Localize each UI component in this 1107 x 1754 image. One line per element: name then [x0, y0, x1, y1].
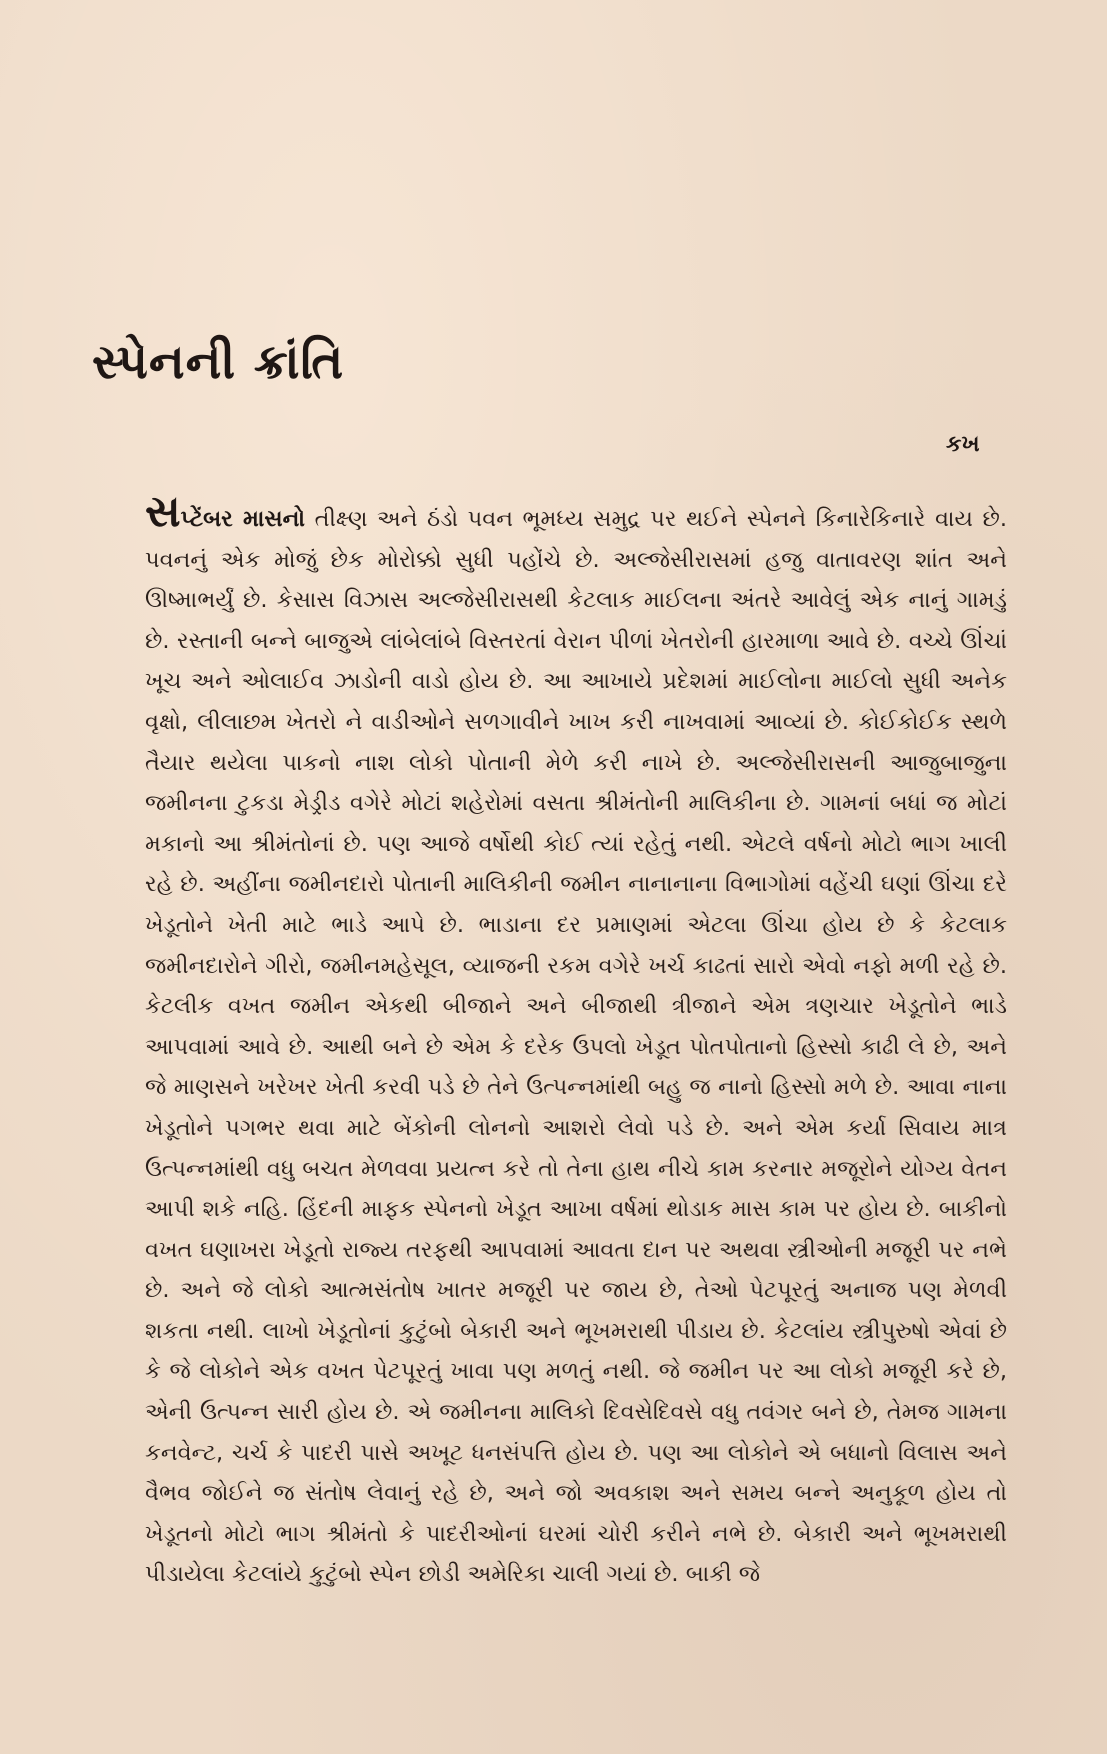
article-title: સ્પેનની ક્રાંતિ — [92, 334, 345, 390]
article-body — [145, 486, 1007, 1595]
author-name: કખ — [946, 432, 980, 457]
body-paragraph: તીક્ષ્ણ અને ઠંડો પવન ભૂમધ્ય સમુદ્ર પર થઈને સ્પેનને કિનારેકિનારે વાય છે. પવનનું એક મોજું છેક મોરોક્કો સુધી પહોંચે છે. અલ્જેસીરાસમાં હજુ વાતાવરણ શાંત અને ઊષ્માભર્યું છે. કેસાસ વિઝાસ અલ્જેસીરાસથી કેટલાક માઈલના અંતરે આવેલું એક નાનું ગામડું છે. રસ્તાની બન્ને બાજુએ લાંબેલાંબે વિસ્તરતાં વેરાન પીળાં ખેતરોની હારમાળા આવે છે. વચ્ચે ઊંચાં ખૂચ અને ઓલાઈવ ઝાડોની વાડો હોય છે. આ આખાયે પ્રદેશમાં માઈલોના માઈલો સુધી અનેક વૃક્ષો, લીલાછમ ખેતરો ને વાડીઓને સળગાવીને ખાખ કરી નાખવામાં આવ્યાં છે. કોઈકોઈક સ્થળે તૈયાર થયેલા પાકનો નાશ લોકો પોતાની મેળે કરી નાખે છે. અલ્જેસીરાસની આજુબાજુના જમીનના ટુકડા મેડ્રીડ વગેરે મોટાં શહેરોમાં વસતા શ્રીમંતોની માલિકીના છે. ગામનાં બધાં જ મોટાં મકાનો આ શ્રીમંતોનાં છે. પણ આજે વર્ષોથી કોઈ ત્યાં રહેતું નથી. એટલે વર્ષનો મોટો ભાગ ખાલી રહે છે. અહીંના જમીનદારો પોતાની માલિકીની જમીન નાનાનાના વિભાગોમાં વહેંચી ઘણાં ઊંચા દરે ખેડૂતોને ખેતી માટે ભાડે આપે છે. ભાડાના દર પ્રમાણમાં એટલા ઊંચા હોય છે કે કેટલાક જમીનદારોને ગીરો, જમીનમહેસૂલ, વ્યાજની રકમ વગેરે ખર્ચ કાઢતાં સારો એવો નફો મળી રહે છે. કેટલીક વખત જમીન એકથી બીજાને અને બીજાથી ત્રીજાને એમ ત્રણચાર ખેડૂતોને ભાડે આપવામાં આવે છે. આથી બને છે એમ કે દરેક ઉપલો ખેડૂત પોતપોતાનો હિસ્સો કાઢી લે છે, અને જે માણસને ખરેખર ખેતી કરવી પડે છે તેને ઉત્પન્નમાંથી બહુ જ નાનો હિસ્સો મળે છે. આવા નાના ખેડૂતોને પગભર થવા માટે બેંકોની લોનનો આશરો લેવો પડે છે. અને એમ કર્યા સિવાય માત્ર ઉત્પન્નમાંથી વધુ બચત મેળવવા પ્રયત્ન કરે તો તેના હાથ નીચે કામ કરનાર મજૂરોને યોગ્ય વેતન આપી શકે નહિ. હિંદની માફક સ્પેનનો ખેડૂત આખા વર્ષમાં થોડાક માસ કામ પર હોય છે. બાકીનો વખત ઘણાખરા ખેડૂતો રાજ્ય તરફથી આપવામાં આવતા દાન પર અથવા સ્ત્રીઓની મજૂરી પર નભે છે. અને જે લોકો આત્મસંતોષ ખાતર મજૂરી પર જાય છે, તેઓ પેટપૂરતું અનાજ પણ મેળવી શકતા નથી. લાખો ખેડૂતોનાં કુટુંબો બેકારી અને ભૂખમરાથી પીડાય છે. કેટલાંય સ્ત્રીપુરુષો એવાં છે કે જે લોકોને એક વખત પેટપૂરતું ખાવા પણ મળતું નથી. જે જમીન પર આ લોકો મજૂરી કરે છે, એની ઉત્પન્ન સારી હોય છે. એ જમીનના માલિકો દિવસેદિવસે વધુ તવંગર બને છે, તેમજ ગામના કનવેન્ટ, ચર્ચ કે પાદરી પાસે અખૂટ ધનસંપત્તિ હોય છે. પણ આ લોકોને એ બધાનો વિલાસ અને વૈભવ જોઈને જ સંતોષ લેવાનું રહે છે, અને જો અવકાશ અને સમય બન્ને અનુકૂળ હોય તો ખેડૂતનો મોટો ભાગ શ્રીમંતો કે પાદરીઓનાં ઘરમાં ચોરી કરીને નભે છે. બેકારી અને ભૂખમરાથી પીડાયેલા કેટલાંયે કુટુંબો સ્પેન છોડી અમેરિકા ચાલી ગયાં છે. બાકી જે — [145, 506, 1007, 1588]
drop-cap: સ — [145, 486, 181, 537]
lead-words: પ્ટેંબર માસનો — [180, 506, 306, 532]
